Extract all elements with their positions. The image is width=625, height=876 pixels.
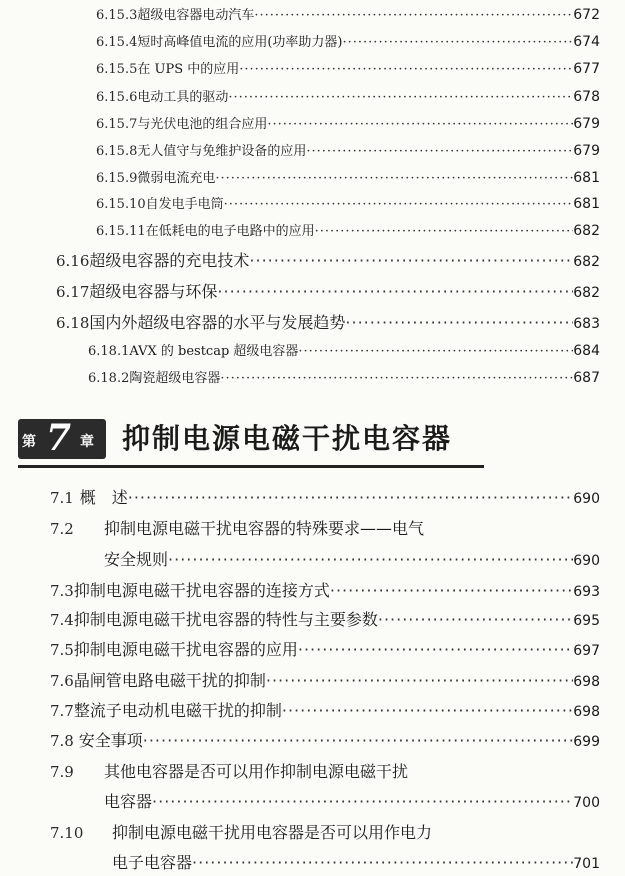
toc-entry (50, 698, 600, 721)
entry-number: 7.5 (50, 641, 74, 659)
entry-title: 短时高峰值电流的应用(功率助力器) (137, 35, 343, 50)
toc-entry (50, 728, 600, 751)
entry-title: 超级电容器与环保 (89, 282, 218, 301)
dot-leader (152, 792, 573, 811)
toc-entry (96, 86, 600, 105)
entry-number: 6.18 (56, 314, 90, 332)
entry-page: 695 (573, 613, 600, 629)
entry-number: 7.1 (50, 489, 74, 507)
toc-entry (56, 248, 600, 271)
entry-title: 与光伏电池的组合应用 (137, 117, 268, 132)
toc-entry (50, 578, 600, 601)
entry-title: 在低耗电的电子电路中的应用 (145, 224, 315, 239)
entry-number: 7.10 (50, 824, 84, 842)
entry-title-continued: 安全规则 (104, 550, 169, 569)
entry-number: 6.16 (56, 252, 90, 270)
toc-entry (88, 340, 600, 359)
toc-entry (96, 31, 600, 50)
toc-entry (96, 140, 600, 159)
entry-page: 701 (573, 856, 600, 872)
dot-leader (128, 488, 574, 507)
toc-entry (56, 279, 600, 302)
entry-page: 690 (573, 553, 600, 569)
toc-entry (50, 668, 600, 691)
toc-entry (96, 113, 600, 132)
entry-number: 7.4 (50, 611, 74, 629)
toc-entry-continuation (112, 850, 600, 873)
toc-entry (96, 4, 600, 23)
entry-number: 6.15.10 (96, 197, 146, 212)
entry-number: 6.17 (56, 283, 90, 301)
entry-title: 陶瓷超级电容器 (129, 371, 221, 386)
dot-leader (378, 610, 573, 629)
chapter-underline (18, 465, 484, 468)
entry-title: 安全事项 (78, 731, 143, 750)
entry-page: 697 (573, 643, 600, 659)
entry-number: 6.15.9 (96, 171, 138, 186)
entry-title: 无人值守与免维护设备的应用 (137, 144, 307, 159)
dot-leader (330, 581, 573, 600)
entry-title: 抑制电源电磁干扰电容器的特殊要求——电气 (104, 519, 425, 538)
entry-number: 6.15.7 (96, 117, 138, 132)
entry-page: 682 (573, 223, 600, 239)
chapter-suffix: 章 (80, 434, 94, 450)
dot-leader (343, 35, 574, 50)
dot-leader (217, 282, 573, 301)
entry-page: 693 (573, 584, 600, 600)
entry-page: 683 (573, 316, 600, 332)
entry-title: 国内外超级电容器的水平与发展趋势 (89, 313, 346, 332)
dot-leader (306, 144, 573, 159)
entry-number: 6.15.11 (96, 224, 146, 239)
entry-number: 7.8 (50, 732, 74, 750)
toc-entry (50, 485, 600, 508)
entry-title: 抑制电源电磁干扰电容器的连接方式 (73, 581, 330, 600)
entry-page: 684 (573, 343, 600, 359)
entry-page: 690 (573, 491, 600, 507)
entry-number: 7.7 (50, 702, 74, 720)
entry-title-continued: 电容器 (104, 792, 153, 811)
dot-leader (315, 224, 574, 239)
entry-page: 699 (573, 734, 600, 750)
entry-title: AVX 的 bestcap 超级电容器 (129, 344, 299, 359)
entry-number: 6.18.1 (88, 344, 130, 359)
dot-leader (254, 8, 573, 23)
toc-entry-continuation (104, 547, 600, 570)
dot-leader (215, 171, 573, 186)
entry-number: 7.2 (50, 520, 74, 538)
entry-page: 678 (573, 89, 600, 105)
entry-title: 超级电容器电动汽车 (137, 8, 255, 23)
toc-entry-continuation (104, 789, 600, 812)
entry-title: 抑制电源电磁干扰用电容器是否可以用作电力 (112, 823, 433, 842)
chapter-heading (18, 413, 618, 473)
toc-entry (50, 516, 600, 539)
entry-number: 7.3 (50, 582, 74, 600)
toc-entry (56, 310, 600, 333)
entry-number: 6.18.2 (88, 371, 130, 386)
toc-entry (96, 220, 600, 239)
dot-leader (249, 251, 573, 270)
dot-leader (143, 731, 574, 750)
entry-number: 6.15.6 (96, 90, 138, 105)
entry-page: 698 (573, 704, 600, 720)
entry-title: 整流子电动机电磁干扰的抑制 (73, 701, 282, 720)
toc-entry (96, 167, 600, 186)
entry-number: 6.15.8 (96, 144, 138, 159)
entry-page: 679 (573, 116, 600, 132)
chapter-title: 抑制电源电磁干扰电容器 (122, 422, 453, 455)
toc-entry (50, 607, 600, 630)
entry-number: 6.15.5 (96, 62, 138, 77)
toc-entry (50, 637, 600, 660)
entry-page: 677 (573, 61, 600, 77)
entry-title: 抑制电源电磁干扰电容器的应用 (73, 640, 298, 659)
entry-title: 电动工具的驱动 (137, 90, 229, 105)
entry-page: 698 (573, 674, 600, 690)
dot-leader (267, 117, 573, 132)
entry-page: 682 (573, 254, 600, 270)
entry-number: 6.15.4 (96, 35, 138, 50)
dot-leader (168, 550, 573, 569)
entry-title: 微弱电流充电 (137, 171, 216, 186)
entry-page: 681 (573, 196, 600, 212)
entry-title: 其他电容器是否可以用作抑制电源电磁干扰 (104, 762, 409, 781)
dot-leader (282, 701, 573, 720)
toc-entry (50, 759, 600, 782)
dot-leader (224, 197, 574, 212)
dot-leader (298, 640, 573, 659)
entry-title: 晶闸管电路电磁干扰的抑制 (73, 671, 266, 690)
toc-entry (96, 58, 600, 77)
chapter-badge (18, 419, 106, 459)
entry-title: 概 述 (79, 488, 128, 507)
dot-leader (298, 344, 573, 359)
entry-number: 7.6 (50, 672, 74, 690)
entry-page: 672 (573, 7, 600, 23)
entry-title: 在 UPS 中的应用 (137, 62, 240, 77)
dot-leader (192, 853, 573, 872)
entry-number: 6.15.3 (96, 8, 138, 23)
toc-entry (88, 367, 600, 386)
entry-page: 674 (573, 34, 600, 50)
entry-title: 抑制电源电磁干扰电容器的特性与主要参数 (73, 610, 378, 629)
chapter-number: 7 (46, 417, 72, 459)
dot-leader (345, 313, 573, 332)
dot-leader (220, 371, 573, 386)
entry-page: 700 (573, 795, 600, 811)
entry-page: 679 (573, 143, 600, 159)
toc-entry (96, 193, 600, 212)
entry-title: 超级电容器的充电技术 (89, 251, 250, 270)
entry-page: 682 (573, 285, 600, 301)
dot-leader (239, 62, 573, 77)
entry-page: 687 (573, 370, 600, 386)
dot-leader (228, 90, 573, 105)
toc-entry (50, 820, 600, 843)
entry-number: 7.9 (50, 763, 74, 781)
entry-title: 自发电手电筒 (145, 197, 224, 212)
entry-title-continued: 电子电容器 (112, 853, 193, 872)
entry-page: 681 (573, 170, 600, 186)
dot-leader (266, 671, 573, 690)
chapter-prefix: 第 (22, 434, 36, 450)
